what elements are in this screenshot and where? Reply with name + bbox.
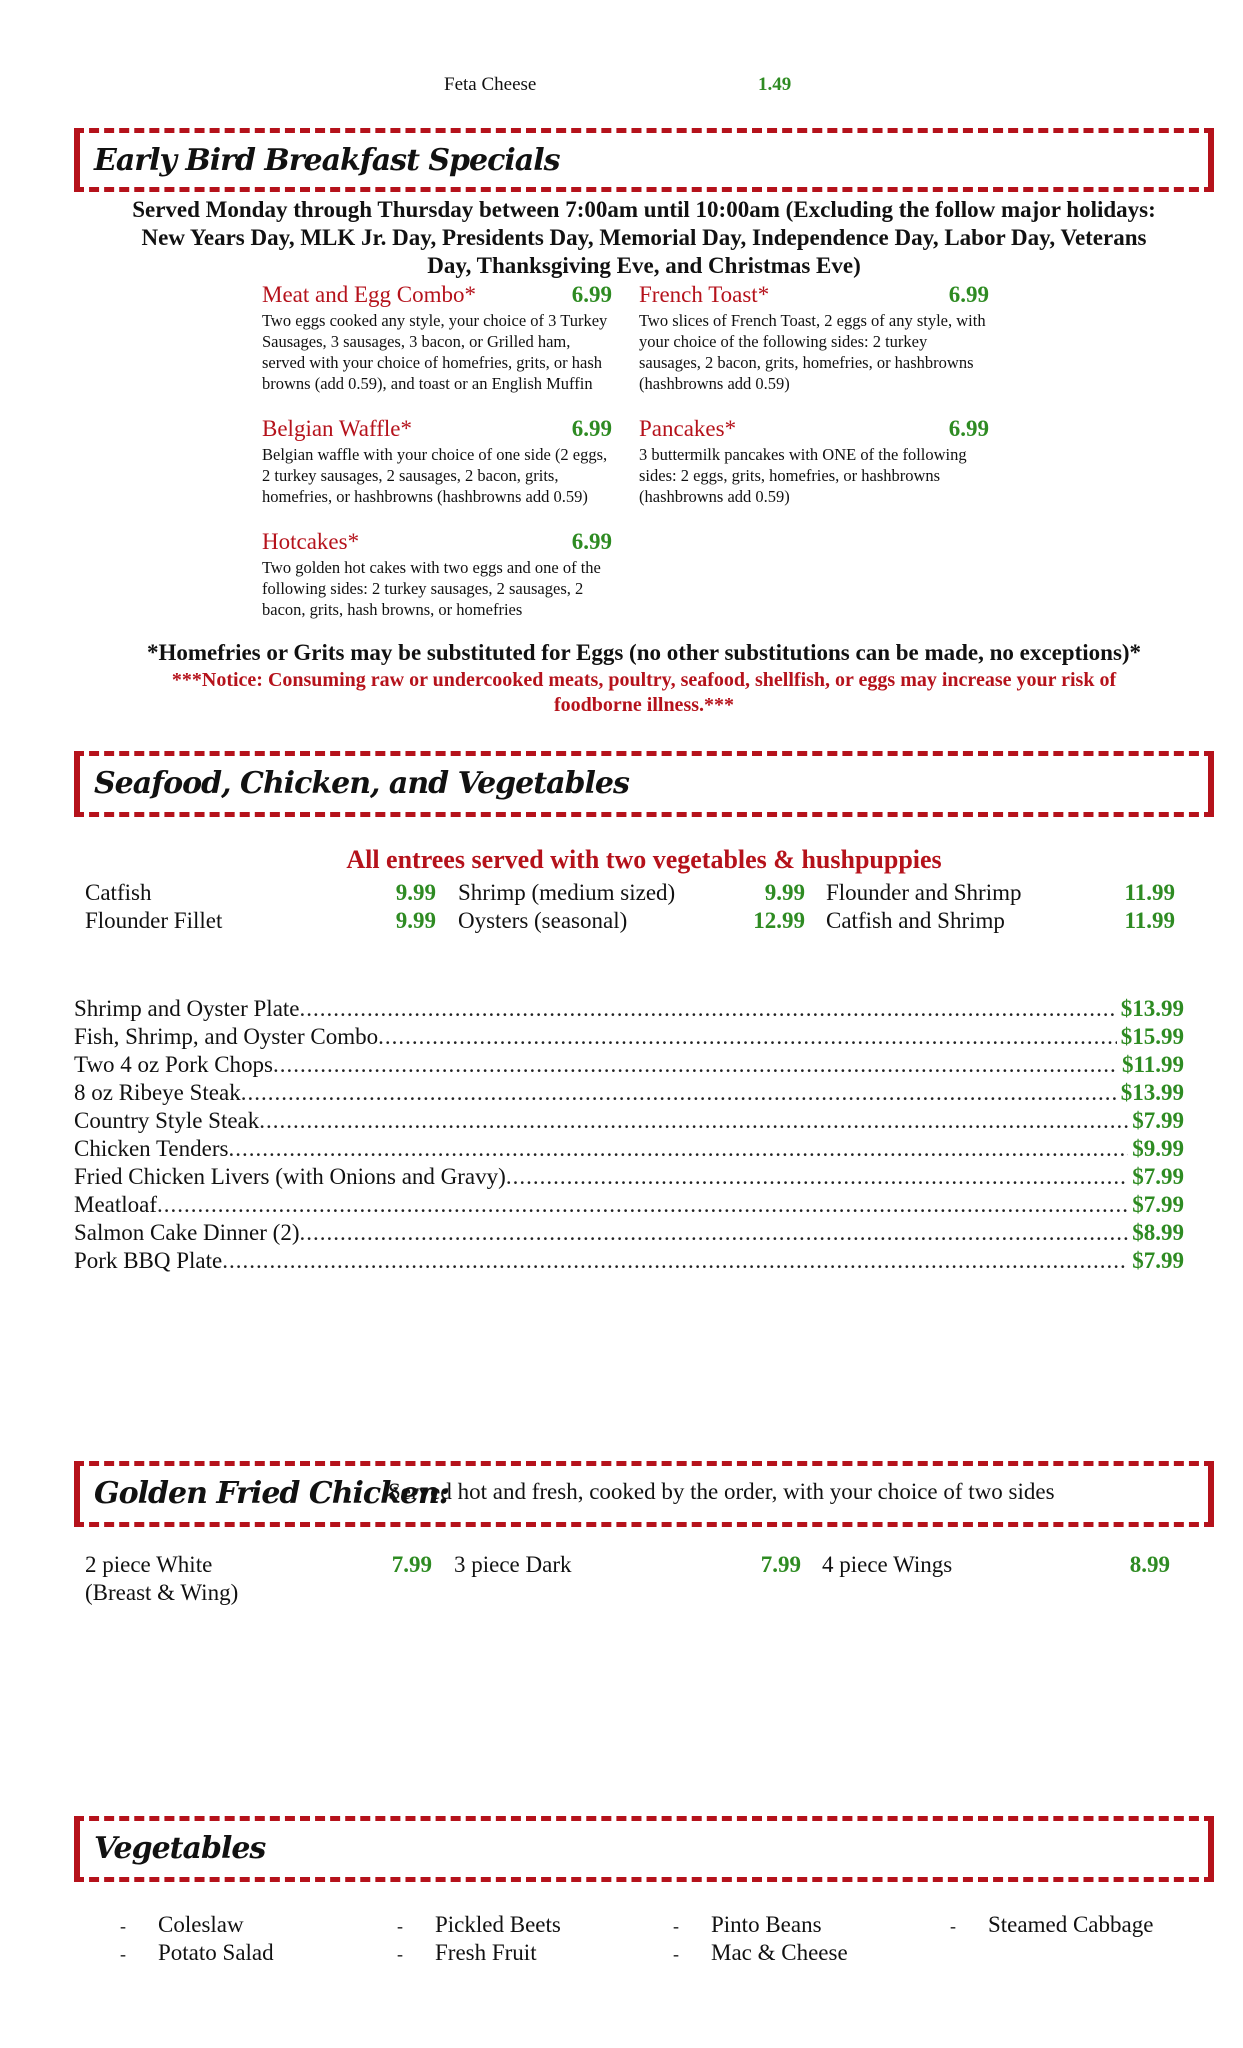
plate-row — [74, 1052, 1184, 1080]
item-price: 6.99 — [571, 529, 612, 554]
dot-leader — [378, 1024, 1117, 1050]
fried-chicken-subtitle: Served hot and fresh, cooked by the order, with your choice of two sides — [388, 1479, 1055, 1504]
item-name: Belgian Waffle* — [262, 416, 412, 441]
bullet-dash: - — [673, 1944, 679, 1964]
item-description: Two golden hot cakes with two eggs and one of the following sides: 2 turkey sausages, 2 sausages, 2 bacon, grits, hash browns, or homefries — [262, 558, 601, 619]
dot-leader — [273, 1052, 1118, 1078]
notice-line-1: ***Notice: Consuming raw or undercooked meats, poultry, seafood, shellfish, or eggs may increase your risk of — [171, 669, 1117, 691]
entree-price: 9.99 — [395, 880, 436, 905]
entree-name: Flounder and Shrimp — [826, 880, 1022, 905]
dot-leader — [300, 996, 1117, 1022]
item-price: 6.99 — [948, 282, 989, 307]
entree-price: 9.99 — [395, 908, 436, 933]
plate-name: Pork BBQ Plate — [74, 1248, 223, 1273]
vegetable-item: Fresh Fruit — [435, 1940, 537, 1965]
breakfast-item — [262, 416, 612, 507]
vegetable-item: Pickled Beets — [435, 1912, 561, 1937]
bullet-dash: - — [397, 1944, 403, 1964]
dot-leader — [299, 1220, 1128, 1246]
chicken-item-price: 7.99 — [391, 1552, 432, 1577]
fried-chicken-banner — [74, 1461, 1214, 1527]
chicken-item-name: 3 piece Dark — [454, 1552, 572, 1577]
plate-price: $7.99 — [1132, 1192, 1184, 1217]
plate-price: $7.99 — [1132, 1248, 1184, 1273]
entree-name: Catfish and Shrimp — [826, 908, 1005, 933]
item-description: 3 buttermilk pancakes with ONE of the following sides: 2 eggs, grits, homefries, or hashbrowns (hashbrowns add 0.59) — [639, 445, 967, 506]
seafood-banner — [74, 751, 1214, 817]
served-line-3: Day, Thanksgiving Eve, and Christmas Eve) — [427, 253, 861, 278]
feta-cheese-price: 1.49 — [758, 74, 792, 95]
seafood-title: Seafood, Chicken, and Vegetables — [94, 766, 629, 801]
item-name: Pancakes* — [639, 416, 737, 441]
plate-name: 8 oz Ribeye Steak — [74, 1080, 241, 1105]
dot-leader — [506, 1164, 1128, 1190]
entree-name: Catfish — [85, 880, 152, 905]
plate-price: $13.99 — [1120, 996, 1184, 1021]
plate-price: $15.99 — [1120, 1024, 1184, 1049]
entree-name: Shrimp (medium sized) — [458, 880, 676, 905]
vegetable-item: Coleslaw — [158, 1912, 244, 1937]
bullet-dash: - — [950, 1916, 956, 1936]
dot-leader — [259, 1108, 1128, 1134]
chicken-item-price: 7.99 — [760, 1552, 801, 1577]
served-line-1: Served Monday through Thursday between 7:00am until 10:00am (Excluding the follow major holidays: — [132, 197, 1156, 222]
item-name: Meat and Egg Combo* — [262, 282, 476, 307]
vegetables-title: Vegetables — [94, 1831, 266, 1866]
vegetables-banner — [74, 1816, 1214, 1882]
early-bird-banner — [74, 128, 1214, 192]
plate-name: Salmon Cake Dinner (2) — [74, 1220, 300, 1245]
plate-row — [74, 1220, 1184, 1248]
plate-price: $9.99 — [1132, 1136, 1184, 1161]
bullet-dash: - — [120, 1916, 126, 1936]
item-name: French Toast* — [639, 282, 770, 307]
entree-name: Oysters (seasonal) — [458, 908, 628, 933]
item-price: 6.99 — [948, 416, 989, 441]
plate-price: $8.99 — [1132, 1220, 1184, 1245]
plate-price: $7.99 — [1132, 1164, 1184, 1189]
served-times-note — [74, 196, 1214, 280]
plate-name: Chicken Tenders — [74, 1136, 229, 1161]
vegetable-item: Potato Salad — [158, 1940, 274, 1965]
plate-name: Meatloaf — [74, 1192, 158, 1217]
bullet-dash: - — [120, 1944, 126, 1964]
item-description: Two slices of French Toast, 2 eggs of any style, with your choice of the following sides: 2 turkey sausages, 2 bacon, grits, homefries, or hashbrowns (hashbrowns add 0.59) — [639, 311, 986, 393]
feta-cheese-name: Feta Cheese — [444, 74, 537, 95]
plate-row — [74, 996, 1184, 1024]
item-price: 6.99 — [571, 416, 612, 441]
plate-row — [74, 1164, 1184, 1192]
bullet-dash: - — [673, 1916, 679, 1936]
plate-name: Fried Chicken Livers (with Onions and Gravy) — [74, 1164, 506, 1189]
plate-row — [74, 1248, 1184, 1276]
plate-name: Country Style Steak — [74, 1108, 260, 1133]
plate-price: $13.99 — [1120, 1080, 1184, 1105]
entree-name: Flounder Fillet — [85, 908, 223, 933]
plate-row — [74, 1192, 1184, 1220]
breakfast-item — [639, 282, 989, 394]
item-price: 6.99 — [571, 282, 612, 307]
chicken-item-name: 2 piece White — [85, 1552, 213, 1577]
plate-row — [74, 1136, 1184, 1164]
chicken-item-subname: (Breast & Wing) — [85, 1580, 239, 1605]
served-line-2: New Years Day, MLK Jr. Day, Presidents Day, Memorial Day, Independence Day, Labor Day, Veterans — [141, 225, 1147, 250]
chicken-item-price: 8.99 — [1129, 1552, 1170, 1577]
entree-price: 11.99 — [1124, 880, 1175, 905]
plate-name: Fish, Shrimp, and Oyster Combo — [74, 1024, 379, 1049]
plate-row — [74, 1108, 1184, 1136]
dot-leader — [157, 1192, 1128, 1218]
substitution-note: *Homefries or Grits may be substituted for Eggs (no other substitutions can be made, no exceptions)* — [146, 640, 1142, 665]
entree-price: 11.99 — [1124, 908, 1175, 933]
vegetable-item: Steamed Cabbage — [988, 1912, 1154, 1937]
plate-price: $7.99 — [1132, 1108, 1184, 1133]
plate-price: $11.99 — [1122, 1052, 1184, 1077]
bullet-dash: - — [397, 1916, 403, 1936]
plate-row — [74, 1080, 1184, 1108]
plate-name: Shrimp and Oyster Plate — [74, 996, 300, 1021]
breakfast-item — [639, 416, 989, 507]
fried-chicken-title: Golden Fried Chicken: — [94, 1476, 449, 1511]
vegetable-item: Mac & Cheese — [711, 1940, 848, 1965]
item-name: Hotcakes* — [262, 529, 360, 554]
entree-price: 9.99 — [764, 880, 805, 905]
item-description: Two eggs cooked any style, your choice of 3 Turkey Sausages, 3 sausages, 3 bacon, or Grilled ham, served with your choice of homefries, grits, or hash browns (add 0.59), and toast or an English Muffin — [262, 311, 608, 393]
plate-row — [74, 1024, 1184, 1052]
entree-price: 12.99 — [753, 908, 805, 933]
notice-line-2: foodborne illness.*** — [553, 694, 735, 716]
food-safety-notice — [74, 668, 1214, 718]
vegetable-item: Pinto Beans — [711, 1912, 822, 1937]
dot-leader — [228, 1136, 1128, 1162]
chicken-item-name: 4 piece Wings — [822, 1552, 953, 1577]
plate-name: Two 4 oz Pork Chops — [74, 1052, 274, 1077]
dot-leader — [222, 1248, 1128, 1274]
item-description: Belgian waffle with your choice of one side (2 eggs, 2 turkey sausages, 2 sausages, 2 bacon, grits, homefries, or hashbrowns (hashbrowns add 0.59) — [262, 445, 608, 506]
dot-leader — [241, 1080, 1117, 1106]
entrees-heading: All entrees served with two vegetables & hushpuppies — [346, 845, 942, 874]
breakfast-item — [262, 282, 612, 394]
breakfast-item — [262, 529, 612, 620]
early-bird-title: Early Bird Breakfast Specials — [94, 143, 560, 178]
